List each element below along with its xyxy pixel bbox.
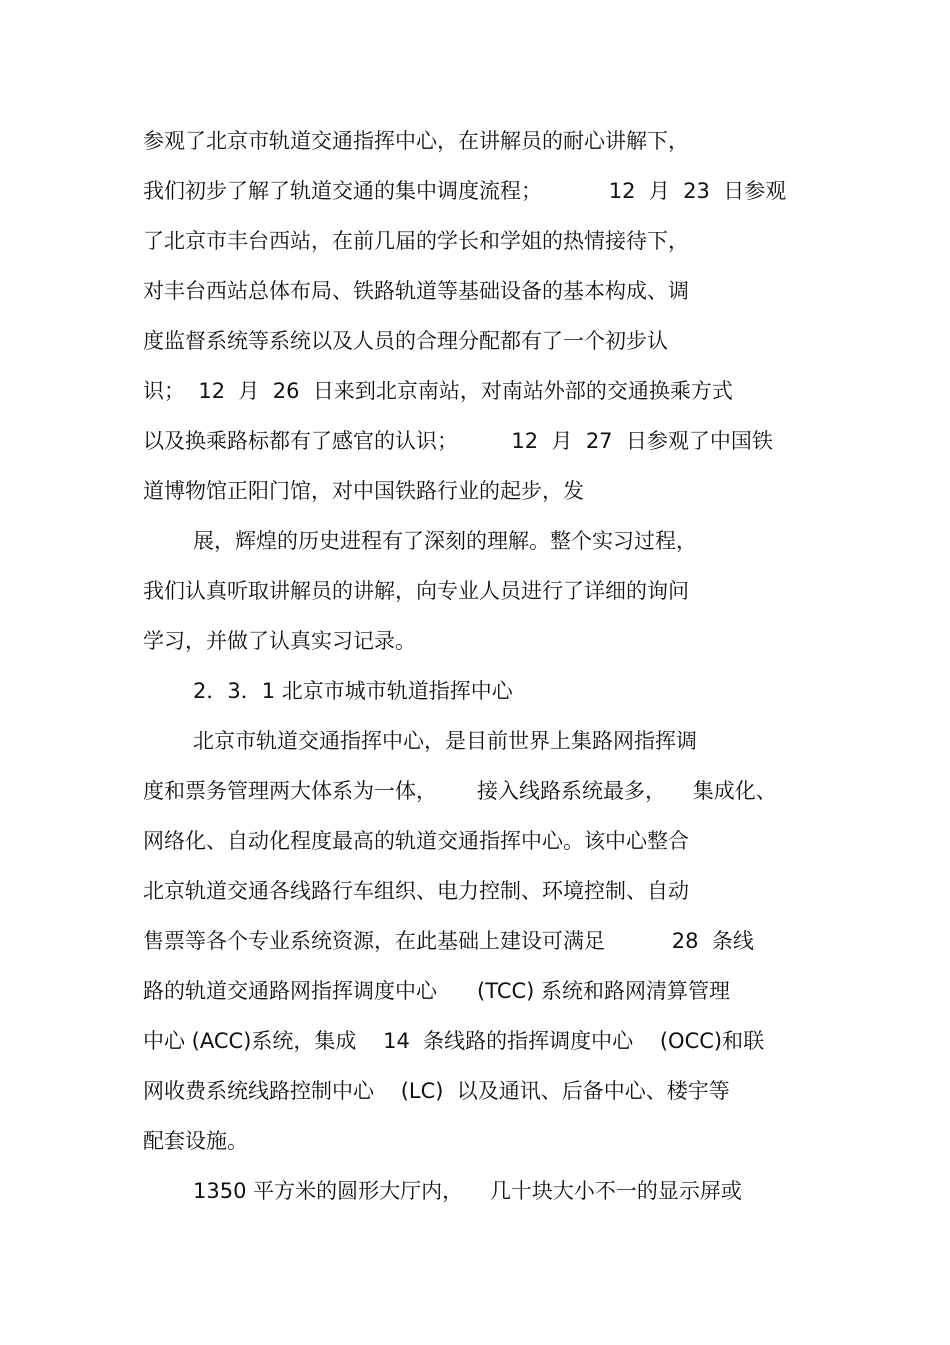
text-line: 我们认真听取讲解员的讲解，向专业人员进行了详细的询问 [143, 579, 689, 603]
text-line: 了北京市丰台西站，在前几届的学长和学姐的热情接待下， [143, 229, 689, 253]
text-line: 参观了北京市轨道交通指挥中心，在讲解员的耐心讲解下， [143, 129, 689, 153]
text-line: 度和票务管理两大体系为一体， 接入线路系统最多， 集成化、 [143, 779, 777, 803]
text-line: 对丰台西站总体布局、铁路轨道等基础设备的基本构成、调 [143, 279, 689, 303]
text-line: 路的轨道交通路网指挥调度中心 (TCC) 系统和路网清算管理 [143, 979, 731, 1003]
text-line: 道博物馆正阳门馆，对中国铁路行业的起步，发 [143, 479, 584, 503]
text-line: 展，辉煌的历史进程有了深刻的理解。整个实习过程， [193, 529, 697, 553]
text-line: 中心 (ACC)系统，集成 14 条线路的指挥调度中心 (OCC)和联 [143, 1029, 765, 1053]
text-line: 配套设施。 [143, 1129, 248, 1153]
text-line: 我们初步了解了轨道交通的集中调度流程； 12 月 23 日参观 [143, 179, 787, 203]
text-line: 北京市轨道交通指挥中心，是目前世界上集路网指挥调 [193, 729, 697, 753]
text-line: 北京轨道交通各线路行车组织、电力控制、环境控制、自动 [143, 879, 689, 903]
text-line: 网络化、自动化程度最高的轨道交通指挥中心。该中心整合 [143, 829, 689, 853]
text-line: 度监督系统等系统以及人员的合理分配都有了一个初步认 [143, 329, 668, 353]
text-line: 1350 平方米的圆形大厅内， 几十块大小不一的显示屏或 [193, 1179, 742, 1203]
text-line: 识； 12 月 26 日来到北京南站，对南站外部的交通换乘方式 [143, 379, 733, 403]
text-line: 学习，并做了认真实习记录。 [143, 629, 416, 653]
text-line: 以及换乘路标都有了感官的认识； 12 月 27 日参观了中国铁 [143, 429, 773, 453]
section-heading: 2．3．1 北京市城市轨道指挥中心 [193, 679, 513, 703]
text-line: 售票等各个专业系统资源，在此基础上建设可满足 28 条线 [143, 929, 754, 953]
text-line: 网收费系统线路控制中心 (LC) 以及通讯、后备中心、楼宇等 [143, 1079, 730, 1103]
